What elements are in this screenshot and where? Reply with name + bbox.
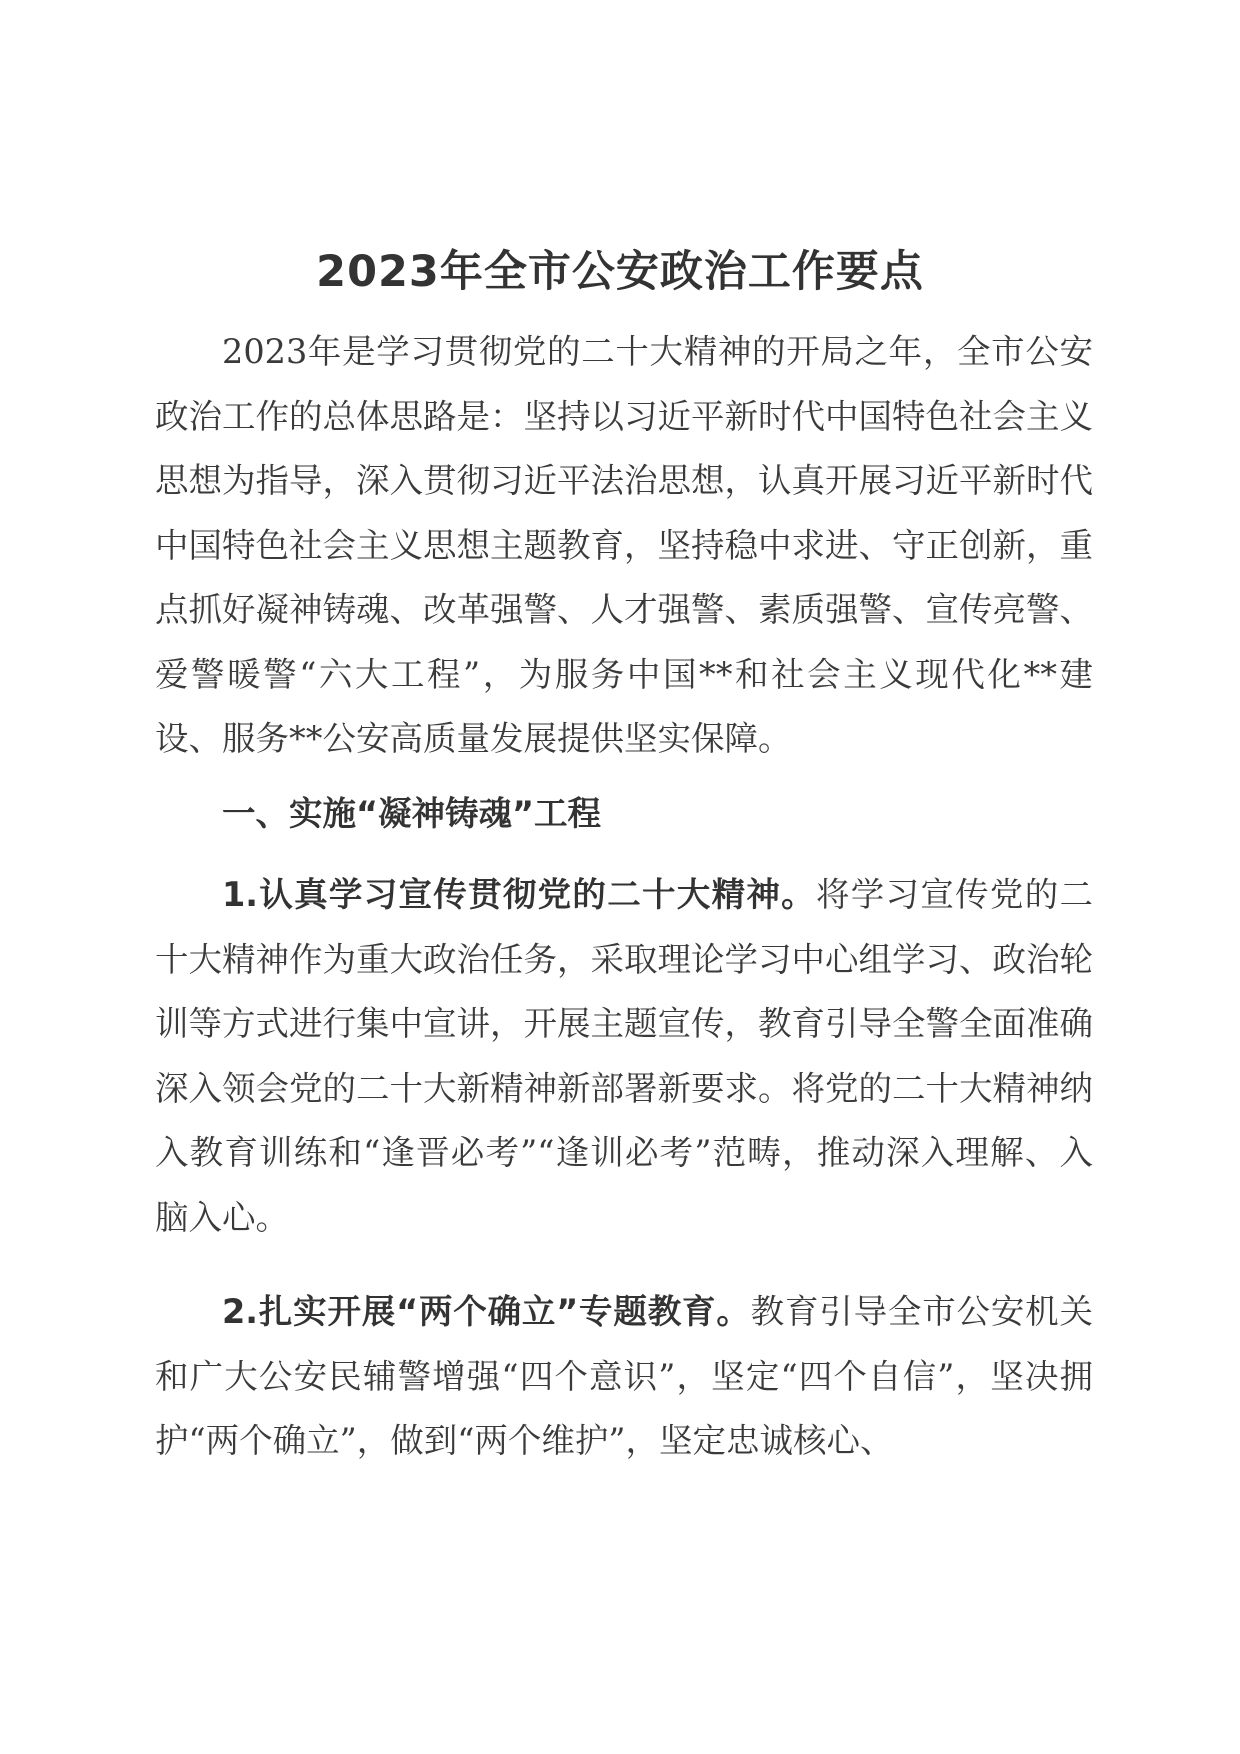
item-2-text: 教育引导全市公安机关和广大公安民辅警增强“四个意识”，坚定“四个自信”，坚决拥护“两个确立”，做到“两个维护”，坚定忠诚核心、 xyxy=(155,1292,1093,1460)
document-title: 2023年全市公安政治工作要点 xyxy=(316,247,924,297)
section-heading-1 xyxy=(155,782,1093,847)
item-1-lead: 1.认真学习宣传贯彻党的二十大精神。 xyxy=(222,875,816,914)
item-paragraph-2 xyxy=(155,1280,1093,1474)
section-heading-text: 一、实施“凝神铸魂”工程 xyxy=(222,794,602,833)
item-paragraph-1 xyxy=(155,863,1093,1250)
item-1-text: 将学习宣传党的二十大精神作为重大政治任务，采取理论学习中心组学习、政治轮训等方式进行集中宣讲，开展主题宣传，教育引导全警全面准确深入领会党的二十大新精神新部署新要求。将党的二十大精神纳入教育训练和“逢晋必考”“逢训必考”范畴，推动深入理解、入脑入心。 xyxy=(155,875,1093,1237)
intro-paragraph: 2023年是学习贯彻党的二十大精神的开局之年，全市公安政治工作的总体思路是：坚持以习近平新时代中国特色社会主义思想为指导，深入贯彻习近平法治思想，认真开展习近平新时代中国特色社会主义思想主题教育，坚持稳中求进、守正创新，重点抓好凝神铸魂、改革强警、人才强警、素质强警、宣传亮警、爱警暖警“六大工程”，为服务中国**和社会主义现代化**建设、服务**公安高质量发展提供坚实保障。 xyxy=(155,332,1093,758)
item-2-lead: 2.扎实开展“两个确立”专题教育。 xyxy=(222,1292,751,1331)
